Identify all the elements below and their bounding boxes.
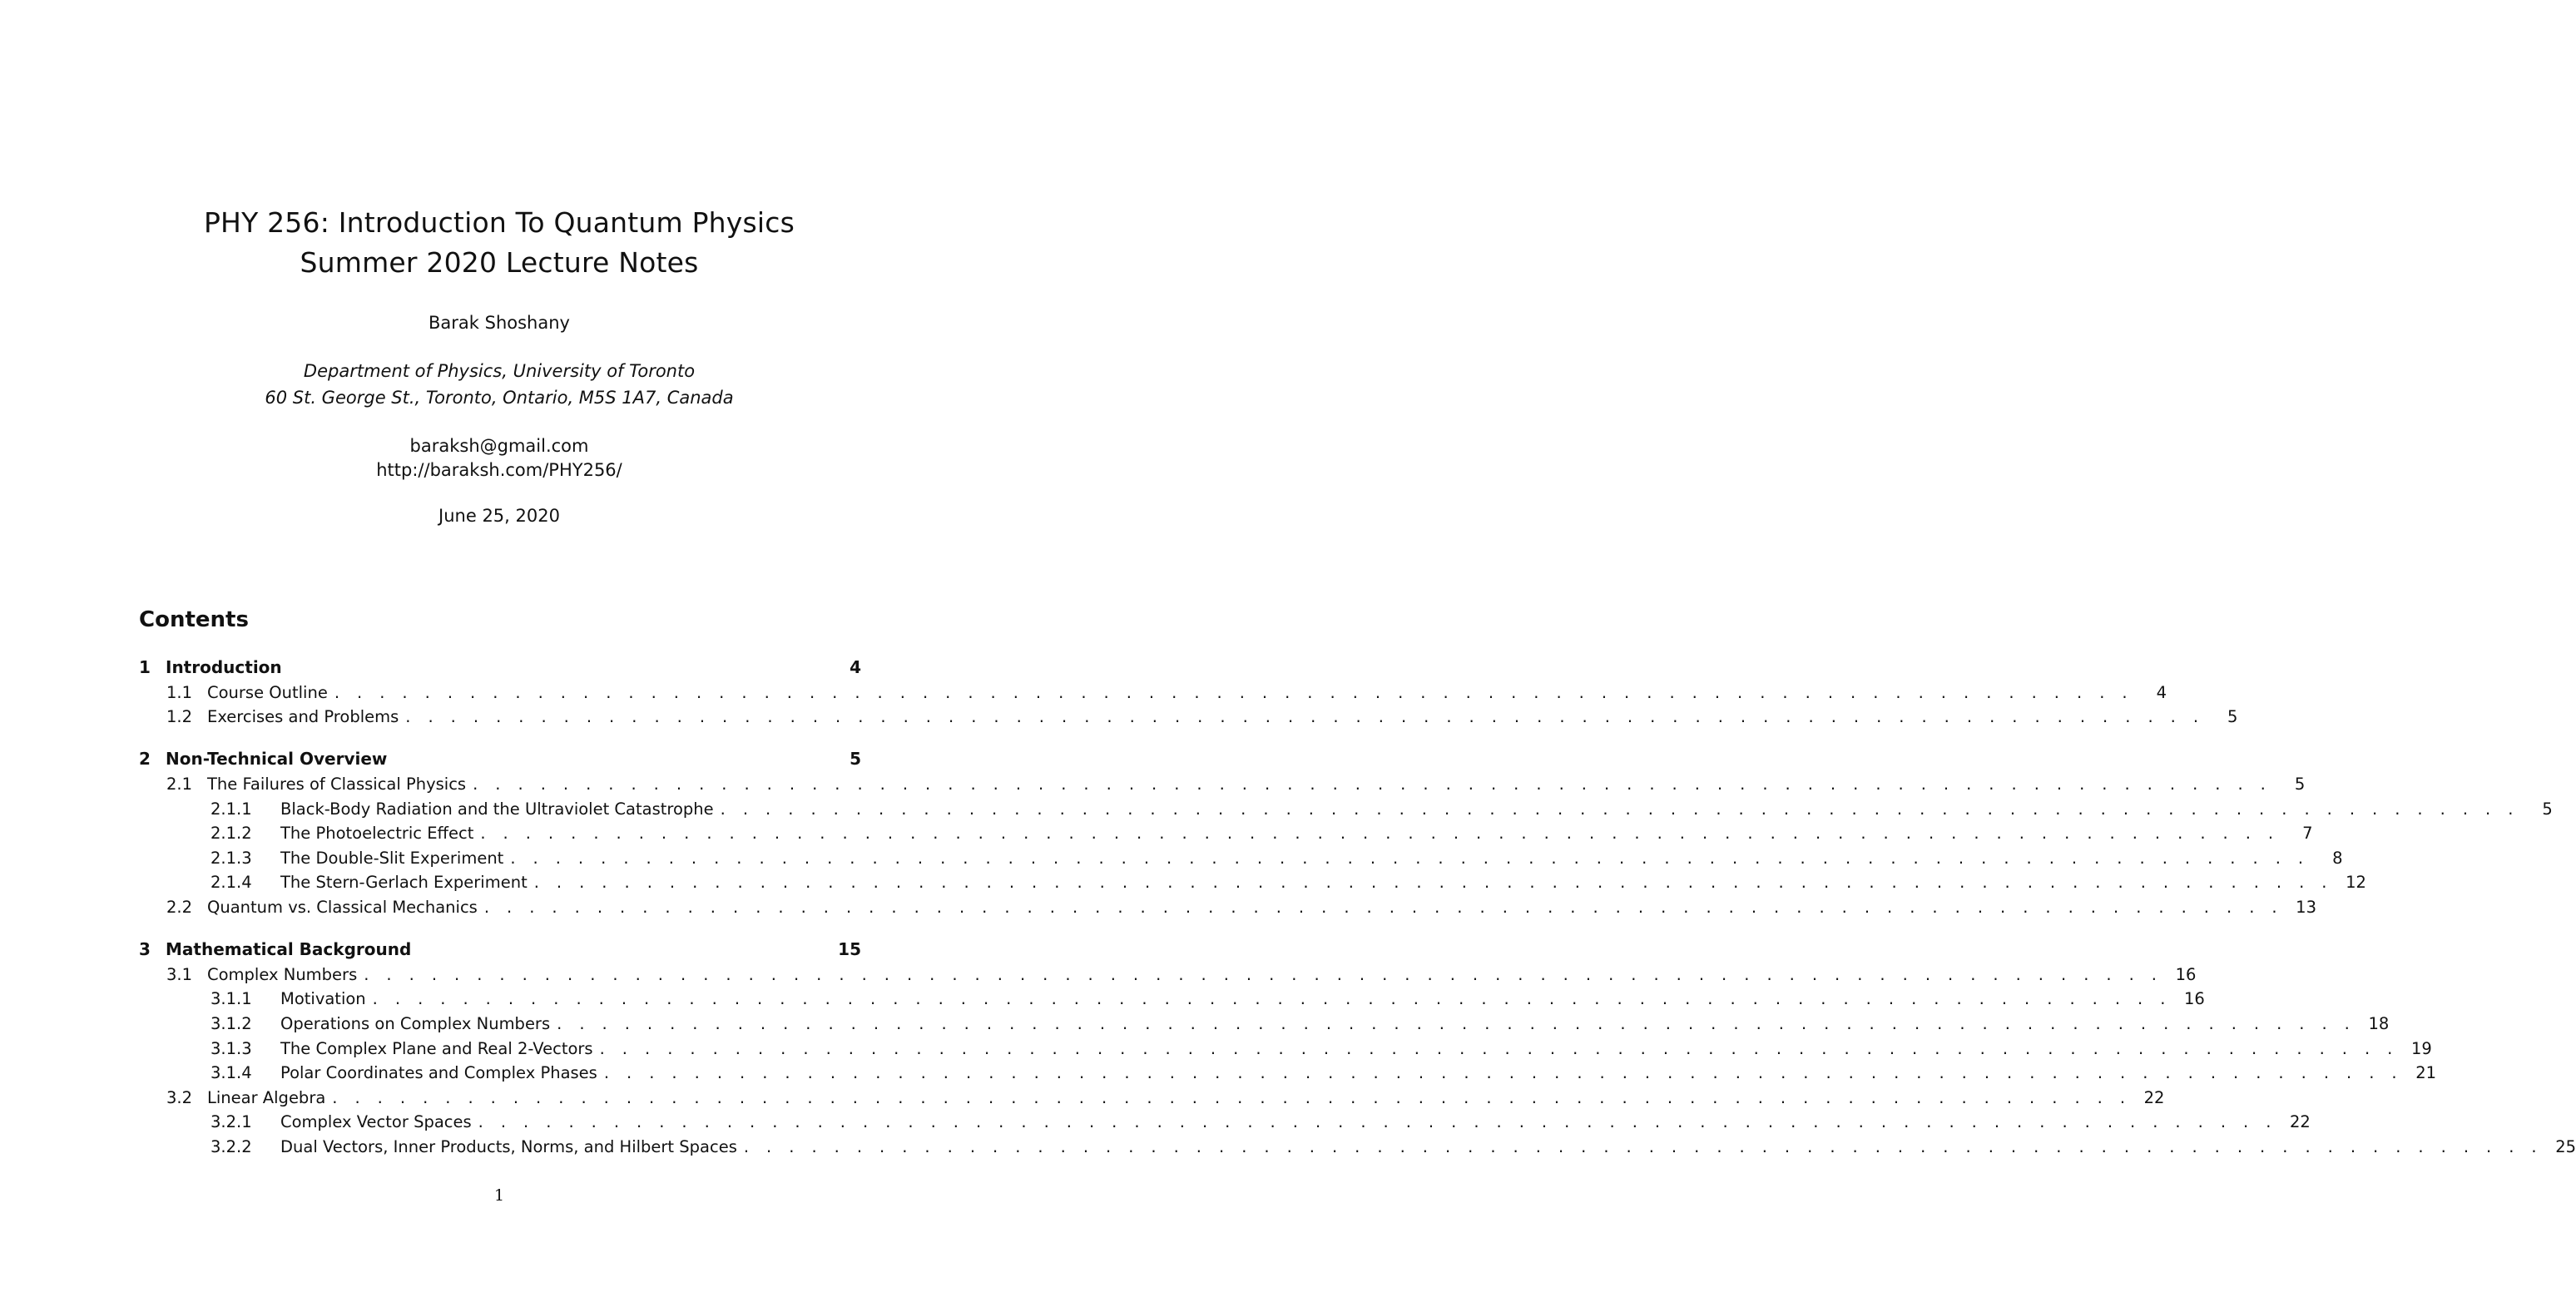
toc-entry[interactable] [139, 681, 2167, 705]
toc-entry-page: 16 [2184, 989, 2205, 1009]
toc-entry-page: 5 [2294, 774, 2306, 794]
affiliation [0, 358, 998, 411]
toc-dot-leader: . . . . . . . . . . . . . . . . . . . . . . . . . . . . . . . . . . . . . . . . . . . . . . . . . . . . . . . . . . . . . . . . . . . . . . . . . . . . . . . . [405, 707, 2205, 727]
toc-entry-number: 2.1 [166, 774, 193, 794]
toc-entry-number: 2.2 [166, 897, 193, 917]
title-block [0, 203, 998, 527]
toc-entry-number: 3 [139, 939, 151, 960]
toc-entry-page: 15 [838, 939, 861, 960]
toc-entry-number: 1.2 [166, 707, 193, 727]
toc-entry-number: 3.2.2 [211, 1136, 252, 1156]
toc-entry-label: Non-Technical Overview [166, 749, 388, 770]
toc-entry-number: 1 [139, 657, 151, 677]
toc-entry-page: 22 [2143, 1087, 2165, 1107]
contact-info [0, 434, 998, 483]
toc-dot-leader: . . . . . . . . . . . . . . . . . . . . . . . . . . . . . . . . . . . . . . . . . . . . . . . . . . . . . . . . . . . . . . . . . . . . . . . . . . . . . . . . [478, 1112, 2277, 1132]
toc-entry-page: 18 [2368, 1013, 2390, 1033]
toc-entry-number: 3.1.2 [211, 1013, 252, 1033]
toc-dot-leader: . . . . . . . . . . . . . . . . . . . . . . . . . . . . . . . . . . . . . . . . . . . . . . . . . . . . . . . . . . . . . . . . . . . . . . . . . . . . . . . . [720, 799, 2519, 819]
toc-entry-number: 2.1.4 [211, 873, 252, 893]
toc-entry-label: Dual Vectors, Inner Products, Norms, and Hilbert Spaces [280, 1136, 737, 1156]
toc-entry-number: 3.1.4 [211, 1063, 252, 1083]
toc-entry[interactable] [139, 797, 2553, 822]
toc-entry-page: 7 [2302, 824, 2313, 844]
toc-entry-number: 2.1.3 [211, 848, 252, 868]
toc-entry[interactable] [139, 821, 2313, 846]
toc-entry[interactable] [139, 846, 2343, 871]
toc-dot-leader: . . . . . . . . . . . . . . . . . . . . . . . . . . . . . . . . . . . . . . . . . . . . . . . . . . . . . . . . . . . . . . . . . . . . . . . . . . . . . . . . [599, 1038, 2399, 1058]
toc-entry-page: 5 [850, 749, 861, 770]
toc-entry-number: 3.2 [166, 1087, 193, 1107]
toc-dot-leader: . . . . . . . . . . . . . . . . . . . . . . . . . . . . . . . . . . . . . . . . . . . . . . . . . . . . . . . . . . . . . . . . . . . . . . . . . . . . . . . . [603, 1063, 2404, 1083]
course-url[interactable]: http://baraksh.com/PHY256/ [376, 460, 622, 480]
toc-dot-leader: . . . . . . . . . . . . . . . . . . . . . . . . . . . . . . . . . . . . . . . . . . . . . . . . . . . . . . . . . . . . . . . . . . . . . . . . . . . . . . . . [364, 964, 2163, 984]
toc-entry[interactable] [139, 1135, 2576, 1160]
table-of-contents [139, 656, 2576, 1159]
toc-dot-leader: . . . . . . . . . . . . . . . . . . . . . . . . . . . . . . . . . . . . . . . . . . . . . . . . . . . . . . . . . . . . . . . . . . . . . . . . . . . . . . . . [557, 1013, 2356, 1033]
toc-entry-label: The Complex Plane and Real 2-Vectors [280, 1038, 593, 1058]
toc-entry[interactable] [139, 1061, 2437, 1086]
toc-entry-label: Mathematical Background [166, 939, 412, 960]
toc-dot-leader: . . . . . . . . . . . . . . . . . . . . . . . . . . . . . . . . . . . . . . . . . . . . . . . . . . . . . . . . . . . . . . . . . . . . . . . . . . . . . . . . [473, 774, 2272, 794]
toc-entry-page: 13 [2296, 897, 2316, 917]
toc-entry[interactable] [139, 987, 2205, 1012]
toc-entry[interactable] [139, 1037, 2432, 1062]
document-date: June 25, 2020 [438, 506, 560, 526]
toc-entry[interactable] [139, 938, 861, 963]
toc-entry[interactable] [139, 1012, 2390, 1037]
toc-entry-number: 3.1.1 [211, 989, 252, 1009]
toc-entry-label: Exercises and Problems [207, 707, 399, 727]
toc-entry-label: The Double-Slit Experiment [280, 848, 504, 868]
toc-entry[interactable] [139, 772, 2306, 797]
contents-heading: Contents [139, 607, 249, 632]
document-title: PHY 256: Introduction To Quantum Physics [203, 206, 795, 239]
toc-entry-number: 2.1.1 [211, 799, 252, 819]
toc-entry[interactable] [139, 895, 2316, 920]
toc-entry-label: Motivation [280, 989, 366, 1009]
page-number: 1 [493, 1186, 505, 1205]
toc-entry[interactable] [139, 963, 2197, 988]
affiliation-address: 60 St. George St., Toronto, Ontario, M5S 1A7, Canada [265, 388, 734, 408]
toc-entry[interactable] [139, 1110, 2311, 1135]
toc-entry-label: Linear Algebra [207, 1087, 326, 1107]
toc-entry[interactable] [139, 1086, 2165, 1111]
toc-entry-page: 16 [2175, 964, 2197, 984]
toc-entry[interactable] [139, 656, 861, 681]
toc-dot-leader: . . . . . . . . . . . . . . . . . . . . . . . . . . . . . . . . . . . . . . . . . . . . . . . . . . . . . . . . . . . . . . . . . . . . . . . . . . . . . . . . [332, 1087, 2132, 1107]
toc-dot-leader: . . . . . . . . . . . . . . . . . . . . . . . . . . . . . . . . . . . . . . . . . . . . . . . . . . . . . . . . . . . . . . . . . . . . . . . . . . . . . . . . [334, 682, 2133, 702]
toc-entry[interactable] [139, 870, 2366, 895]
toc-entry[interactable] [139, 705, 2238, 730]
toc-entry-label: Complex Numbers [207, 964, 358, 984]
toc-entry-number: 2.1.2 [211, 824, 252, 844]
toc-dot-leader: . . . . . . . . . . . . . . . . . . . . . . . . . . . . . . . . . . . . . . . . . . . . . . . . . . . . . . . . . . . . . . . . . . . . . . . . . . . . . . . . [743, 1136, 2544, 1156]
toc-entry[interactable] [139, 747, 861, 772]
toc-entry-number: 1.1 [166, 682, 193, 702]
toc-entry-label: Operations on Complex Numbers [280, 1013, 551, 1033]
toc-entry-number: 3.2.1 [211, 1112, 252, 1132]
author-name: Barak Shoshany [429, 313, 570, 333]
toc-dot-leader: . . . . . . . . . . . . . . . . . . . . . . . . . . . . . . . . . . . . . . . . . . . . . . . . . . . . . . . . . . . . . . . . . . . . . . . . . . . . . . . . [483, 897, 2283, 917]
toc-entry-label: The Stern-Gerlach Experiment [280, 873, 528, 893]
toc-entry-label: Quantum vs. Classical Mechanics [207, 897, 478, 917]
affiliation-department: Department of Physics, University of Toronto [303, 361, 696, 381]
toc-entry-page: 5 [2542, 799, 2553, 819]
toc-entry-page: 4 [850, 657, 861, 677]
toc-entry-page: 19 [2410, 1038, 2432, 1058]
toc-entry-label: Complex Vector Spaces [280, 1112, 472, 1132]
toc-entry-page: 12 [2346, 873, 2366, 893]
toc-entry-number: 3.1.3 [211, 1038, 252, 1058]
toc-entry-label: Introduction [166, 657, 282, 677]
toc-entry-number: 2 [139, 749, 151, 770]
toc-entry-page: 5 [2227, 707, 2238, 727]
author-email[interactable]: baraksh@gmail.com [409, 436, 589, 456]
toc-dot-leader: . . . . . . . . . . . . . . . . . . . . . . . . . . . . . . . . . . . . . . . . . . . . . . . . . . . . . . . . . . . . . . . . . . . . . . . . . . . . . . . . [510, 848, 2310, 868]
toc-entry-number: 3.1 [166, 964, 193, 984]
toc-entry-label: Polar Coordinates and Complex Phases [280, 1063, 597, 1083]
toc-entry-page: 8 [2332, 848, 2343, 868]
toc-entry-label: Course Outline [207, 682, 328, 702]
document-subtitle: Summer 2020 Lecture Notes [300, 246, 699, 279]
toc-dot-leader: . . . . . . . . . . . . . . . . . . . . . . . . . . . . . . . . . . . . . . . . . . . . . . . . . . . . . . . . . . . . . . . . . . . . . . . . . . . . . . . . [533, 873, 2333, 893]
toc-entry-page: 25 [2555, 1136, 2576, 1156]
toc-dot-leader: . . . . . . . . . . . . . . . . . . . . . . . . . . . . . . . . . . . . . . . . . . . . . . . . . . . . . . . . . . . . . . . . . . . . . . . . . . . . . . . . [480, 824, 2280, 844]
toc-entry-page: 4 [2156, 682, 2167, 702]
toc-entry-page: 21 [2415, 1063, 2437, 1083]
toc-entry-label: The Failures of Classical Physics [207, 774, 467, 794]
toc-entry-label: Black-Body Radiation and the Ultraviolet Catastrophe [280, 799, 714, 819]
toc-dot-leader: . . . . . . . . . . . . . . . . . . . . . . . . . . . . . . . . . . . . . . . . . . . . . . . . . . . . . . . . . . . . . . . . . . . . . . . . . . . . . . . . [372, 989, 2172, 1009]
toc-entry-label: The Photoelectric Effect [280, 824, 474, 844]
toc-entry-page: 22 [2290, 1112, 2311, 1132]
